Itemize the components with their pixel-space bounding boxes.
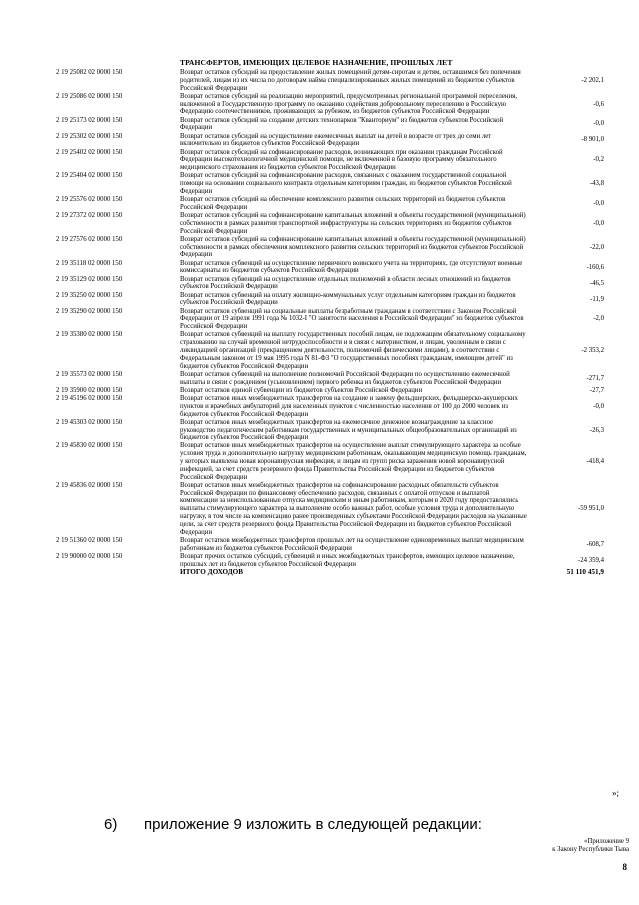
- row-description: Возврат остатков субсидий на реализацию мероприятий, предусмотренных региональной программой переселения, включенной в Государственную программу по оказанию содействия добровольному переселению в Российскую Федерацию соотечественников, проживающих за рубежом, из бюджетов субъектов Российской Федерации: [180, 92, 518, 116]
- row-description: Возврат остатков субвенций на выполнение полномочий Российской Федерации по осуществлению ежемесячной выплаты в связи с рождением (усыновлением) первого ребенка из бюджетов субъектов Российской Федерации: [180, 370, 510, 386]
- row-description: Возврат остатков субвенций на осуществление первичного воинского учета на территориях, где отсутствуют военные комиссариаты из бюджетов субъектов Российской Федерации: [180, 259, 523, 275]
- row-description: Возврат остатков субвенций на оплату жилищно-коммунальных услуг отдельным категориям граждан из бюджетов субъектов Российской Федерации: [180, 291, 516, 307]
- table-row: [56, 442, 606, 481]
- budget-table-body: [56, 69, 606, 577]
- table-row: [56, 292, 606, 308]
- row-description: Возврат остатков межбюджетных трансфертов прошлых лет на осуществление единовременных выплат медицинским работникам из бюджетов субъектов Российской Федерации: [180, 536, 524, 552]
- table-row: [56, 371, 606, 387]
- table-row: [56, 212, 606, 236]
- row-amount: -46,5: [589, 279, 604, 287]
- directive-text: приложение 9 изложить в следующей редакции:: [144, 816, 482, 833]
- row-description: Возврат остатков субсидий на создание детских технопарков "Кванториум" из бюджетов субъектов Российской Федерации: [180, 116, 504, 132]
- row-description: Возврат остатков субсидий на софинансирование капитальных вложений в объекты государственной (муниципальной) собственности в рамках обеспечения комплексного развития сельских территорий из бюджетов субъектов Российской Федерации: [180, 235, 526, 259]
- row-amount: -2,0: [593, 315, 604, 323]
- row-code: 2 19 35573 02 0000 150: [56, 370, 123, 378]
- row-amount: -418,4: [586, 458, 604, 466]
- row-amount: -27,7: [589, 386, 604, 394]
- row-code: 2 19 35250 02 0000 150: [56, 291, 123, 299]
- row-amount: -11,9: [590, 295, 604, 303]
- table-row: [56, 331, 606, 370]
- row-code: 2 19 35129 02 0000 150: [56, 275, 123, 283]
- row-amount: -0,6: [593, 100, 604, 108]
- appendix-note-title: «Приложение 9: [584, 838, 629, 845]
- row-code: 2 19 27372 02 0000 150: [56, 212, 123, 220]
- table-row: [56, 276, 606, 292]
- row-amount: -59 951,0: [577, 505, 604, 513]
- row-code: 2 19 51360 02 0000 150: [56, 536, 123, 544]
- row-amount: -0,2: [593, 156, 604, 164]
- row-code: 2 19 35290 02 0000 150: [56, 307, 123, 315]
- row-description: Возврат прочих остатков субсидий, субвенций и иных межбюджетных трансфертов, имеющих целевое назначение, прошлых лет из бюджетов субъектов Российской Федерации: [180, 552, 515, 568]
- row-description: Возврат остатков иных межбюджетных трансфертов на создание и замену фельдшерских, фельдшерско-акушерских пунктов и врачебных амбулаторий для населенных пунктов с численностью населения от 100 до 2000 человек из бюджетов субъектов Российской Федерации: [180, 394, 518, 418]
- row-code: 2 19 35900 02 0000 150: [56, 386, 123, 394]
- row-amount: -0,0: [593, 120, 604, 128]
- row-amount: -160,6: [586, 263, 604, 271]
- row-description: Возврат остатков субсидий на софинансирование расходов, возникающих при оказании гражданам Российской Федерации высокотехнологичной медицинской помощи, не включенной в базовую программу обязательного медицинского страхования из бюджетов субъектов Российской Федерации: [180, 148, 503, 172]
- table-row: [56, 308, 606, 332]
- section-heading: ТРАНСФЕРТОВ, ИМЕЮЩИХ ЦЕЛЕВОЕ НАЗНАЧЕНИЕ, ПРОШЛЫХ ЛЕТ: [180, 58, 453, 67]
- total-row: [56, 569, 606, 577]
- row-description: Возврат остатков субвенций на выплату государственных пособий лицам, не подлежащим обязательному социальному страхованию на случай временной нетрудоспособности и в связи с материнством, и лицам, уволенным в связи с ликвидацией организаций (прекращением деятельности, полномочий физическими лицами), в соответствии с Федеральным законом от 19 мая 1995 года N 81-ФЗ "О государственных пособиях гражданам, имеющим детей" из бюджетов субъектов Российской Федерации: [180, 331, 526, 370]
- total-code-cell: [56, 569, 180, 577]
- row-amount: -0,0: [593, 219, 604, 227]
- appendix-note: [469, 838, 629, 854]
- row-amount: -22,0: [589, 243, 604, 251]
- row-code: 2 19 25402 02 0000 150: [56, 148, 123, 156]
- table-row: [56, 395, 606, 419]
- table-row: [56, 260, 606, 276]
- total-label: ИТОГО ДОХОДОВ: [180, 567, 244, 576]
- row-amount: -0,0: [593, 199, 604, 207]
- table-row: [56, 537, 606, 553]
- table-row: [56, 133, 606, 149]
- row-description: Возврат остатков субсидий на осуществление ежемесячных выплат на детей в возрасте от трех до семи лет включительно из бюджетов субъектов Российской Федерации: [180, 132, 492, 148]
- row-description: Возврат остатков иных межбюджетных трансфертов на ежемесячное денежное вознаграждение за классное руководство педагогическим работникам государственных и муниципальных общеобразовательных организаций из бюджетов субъектов Российской Федерации: [180, 418, 517, 442]
- table-row: [56, 553, 606, 569]
- row-code: 2 19 25086 02 0000 150: [56, 92, 123, 100]
- table-row: [56, 117, 606, 133]
- row-amount: -8 901,0: [581, 136, 604, 144]
- row-code: 2 19 25173 02 0000 150: [56, 116, 123, 124]
- table-row: [56, 419, 606, 443]
- directive-number: 6): [104, 816, 118, 833]
- page-number: 8: [622, 862, 627, 872]
- table-row: [56, 172, 606, 196]
- row-amount: -2 202,1: [581, 76, 604, 84]
- row-description: Возврат остатков субсидий на софинансирование расходов, связанных с оказанием государственной социальной помощи на основании социального контракта отдельным категориям граждан, из бюджетов субъектов Российской Федерации: [180, 172, 512, 195]
- table-row: [56, 93, 606, 117]
- closing-quote: »;: [612, 788, 620, 798]
- row-amount: -608,7: [586, 540, 604, 548]
- row-code: 2 19 90000 02 0000 150: [56, 552, 123, 560]
- table-row: [56, 236, 606, 260]
- row-code: 2 19 45303 02 0000 150: [56, 418, 123, 426]
- table-row: [56, 387, 606, 395]
- row-amount: -2 353,2: [581, 346, 604, 354]
- row-code: 2 19 25404 02 0000 150: [56, 172, 123, 180]
- row-amount: -43,8: [589, 180, 604, 188]
- row-amount: -271,7: [586, 374, 604, 382]
- row-description: Возврат остатков иных межбюджетных трансфертов на осуществление выплат стимулирующего характера за особые условия труда и дополнительную нагрузку медицинским работникам, оказывающим медицинскую помощь гражданам, у которых выявлена новая коронавирусная инфекция, и лицам из групп риска заражения новой коронавирусной инфекцией, за счет средств резервного фонда Правительства Российской Федерации из бюджетов субъектов Российской Федерации: [180, 442, 527, 481]
- row-code: 2 19 35380 02 0000 150: [56, 331, 123, 339]
- table-row: [56, 196, 606, 212]
- table-row: [56, 69, 606, 93]
- row-description: Возврат остатков субсидий на предоставление жилых помещений детям-сиротам и детям, оставшимся без попечения родителей, лицам из их числа по договорам найма специализированных жилых помещений из бюджетов субъектов Российской Федерации: [180, 69, 521, 92]
- row-code: 2 19 45836 02 0000 150: [56, 481, 123, 489]
- row-code: 2 19 35118 02 0000 150: [56, 259, 123, 267]
- row-description: Возврат остатков субвенций на осуществление отдельных полномочий в области лесных отношений из бюджетов субъектов Российской Федерации: [180, 275, 511, 291]
- row-code: 2 19 27576 02 0000 150: [56, 235, 123, 243]
- row-code: 2 19 25082 02 0000 150: [56, 69, 123, 76]
- table-row: [56, 482, 606, 537]
- total-amount: 51 110 451,9: [566, 567, 604, 576]
- row-description: Возврат остатков субсидий на обеспечение комплексного развития сельских территорий из бюджетов субъектов Российской Федерации: [180, 196, 506, 211]
- row-code: 2 19 45830 02 0000 150: [56, 442, 123, 450]
- row-code: 2 19 45196 02 0000 150: [56, 394, 123, 402]
- table-row: [56, 149, 606, 173]
- row-code: 2 19 25302 02 0000 150: [56, 132, 123, 140]
- row-amount: -0,0: [593, 402, 604, 410]
- row-description: Возврат остатков иных межбюджетных трансфертов на софинансирование расходных обязательств субъектов Российской Федерации по финансовому обеспечению расходов, связанных с оплатой отпусков и выплатой компенсации за неиспользованные отпуска медицинским и иным работникам, которым в 2020 году предоставлялись выплаты стимулирующего характера за выполнение особо важных работ, особые условия труда и дополнительную нагрузку, в том числе на компенсацию ранее произведенных субъектами Российской Федерации расходов на указанные цели, за счет средств резервного фонда Правительства Российской Федерации из бюджетов субъектов Российской Федерации: [180, 481, 527, 536]
- row-description: Возврат остатков субсидий на софинансирование капитальных вложений в объекты государственной (муниципальной) собственности в рамках развития транспортной инфраструктуры на сельских территориях из бюджетов субъектов Российской Федерации: [180, 212, 526, 235]
- row-code: 2 19 25576 02 0000 150: [56, 196, 123, 204]
- row-description: Возврат остатков единой субвенции из бюджетов субъектов Российской Федерации: [180, 386, 423, 394]
- row-description: Возврат остатков субвенций на социальные выплаты безработным гражданам в соответствии с Законом Российской Федерации от 19 апреля 1991 года № 1032-I "О занятости населения в Российской Федерации" из бюджетов субъектов Российской Федерации: [180, 307, 524, 331]
- directive-line: [104, 816, 482, 833]
- appendix-note-law: к Закону Республики Тыва: [552, 846, 629, 853]
- row-amount: -24 359,4: [577, 556, 604, 564]
- budget-table: [56, 69, 606, 577]
- row-amount: -26,3: [589, 426, 604, 434]
